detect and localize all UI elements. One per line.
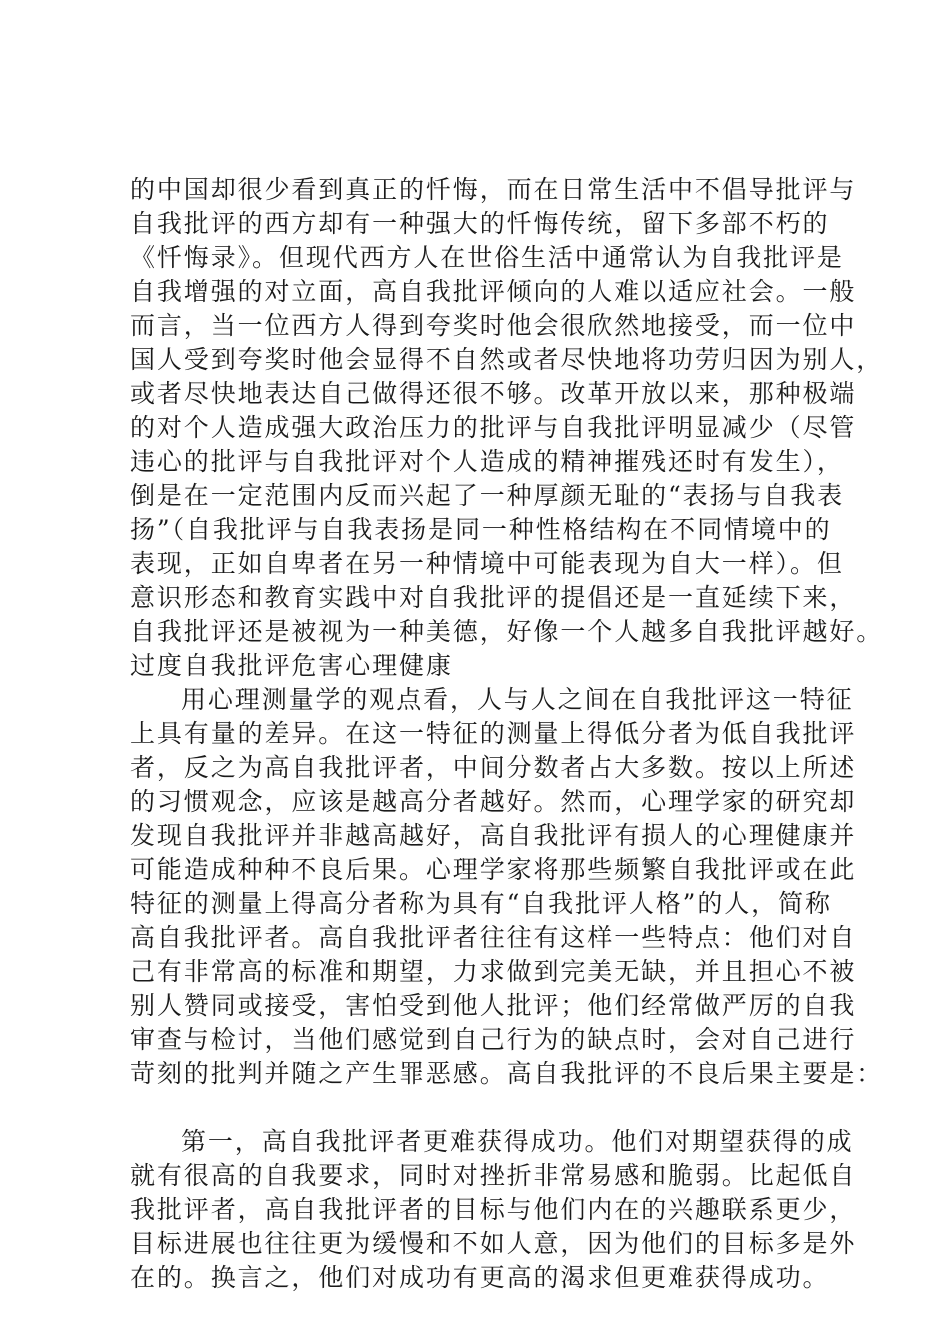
text-line: 表现，正如自卑者在另一种情境中可能表现为自大一样）。但	[130, 549, 844, 578]
text-line: 第一，高自我批评者更难获得成功。他们对期望获得的成	[181, 1127, 854, 1156]
text-line: 国人受到夸奖时他会显得不自然或者尽快地将功劳归因为别人，	[130, 345, 884, 374]
text-line: 己有非常高的标准和期望，力求做到完美无缺，并且担心不被	[130, 957, 857, 986]
text-line: 在的。换言之，他们对成功有更高的渴求但更难获得成功。	[130, 1263, 830, 1292]
text-line: 别人赞同或接受，害怕受到他人批评；他们经常做严厉的自我	[130, 991, 857, 1020]
text-line: 自我批评还是被视为一种美德，好像一个人越多自我批评越好。	[130, 617, 884, 646]
text-line: 自我批评的西方却有一种强大的忏悔传统，留下多部不朽的	[130, 209, 830, 238]
text-line: 目标进展也往往更为缓慢和不如人意，因为他们的目标多是外	[130, 1229, 857, 1258]
text-line: 自我增强的对立面，高自我批评倾向的人难以适应社会。一般	[130, 277, 857, 306]
text-line: 意识形态和教育实践中对自我批评的提倡还是一直延续下来，	[130, 583, 857, 612]
text-line: 违心的批评与自我批评对个人造成的精神摧残还时有发生），	[130, 447, 844, 476]
text-line: 的中国却很少看到真正的忏悔，而在日常生活中不倡导批评与	[130, 175, 857, 204]
text-line: 高自我批评者。高自我批评者往往有这样一些特点：他们对自	[130, 923, 857, 952]
text-line: 者，反之为高自我批评者，中间分数者占大多数。按以上所述	[130, 753, 857, 782]
text-line: 苛刻的批判并随之产生罪恶感。高自我批评的不良后果主要是：	[130, 1059, 884, 1088]
text-line: 我批评者，高自我批评者的目标与他们内在的兴趣联系更少，	[130, 1195, 857, 1224]
text-line: 《忏悔录》。但现代西方人在世俗生活中通常认为自我批评是	[130, 243, 844, 272]
text-line: 发现自我批评并非越高越好，高自我批评有损人的心理健康并	[130, 821, 857, 850]
text-line: 可能造成种种不良后果。心理学家将那些频繁自我批评或在此	[130, 855, 857, 884]
text-line: 倒是在一定范围内反而兴起了一种厚颜无耻的“表扬与自我表	[130, 481, 845, 510]
text-line: 就有很高的自我要求，同时对挫折非常易感和脆弱。比起低自	[130, 1161, 857, 1190]
section-heading: 过度自我批评危害心理健康	[130, 651, 453, 680]
text-line: 的习惯观念，应该是越高分者越好。然而，心理学家的研究却	[130, 787, 857, 816]
text-line: 或者尽快地表达自己做得还很不够。改革开放以来，那种极端	[130, 379, 857, 408]
text-line: 上具有量的差异。在这一特征的测量上得低分者为低自我批评	[130, 719, 857, 748]
text-line: 特征的测量上得高分者称为具有“自我批评人格”的人，简称	[130, 889, 832, 918]
text-line: 用心理测量学的观点看，人与人之间在自我批评这一特征	[181, 685, 854, 714]
text-line: 的对个人造成强大政治压力的批评与自我批评明显减少（尽管	[130, 413, 857, 442]
text-line: 扬”（自我批评与自我表扬是同一种性格结构在不同情境中的	[130, 515, 832, 544]
text-line: 而言，当一位西方人得到夸奖时他会很欣然地接受，而一位中	[130, 311, 857, 340]
text-line: 审查与检讨，当他们感觉到自己行为的缺点时，会对自己进行	[130, 1025, 857, 1054]
